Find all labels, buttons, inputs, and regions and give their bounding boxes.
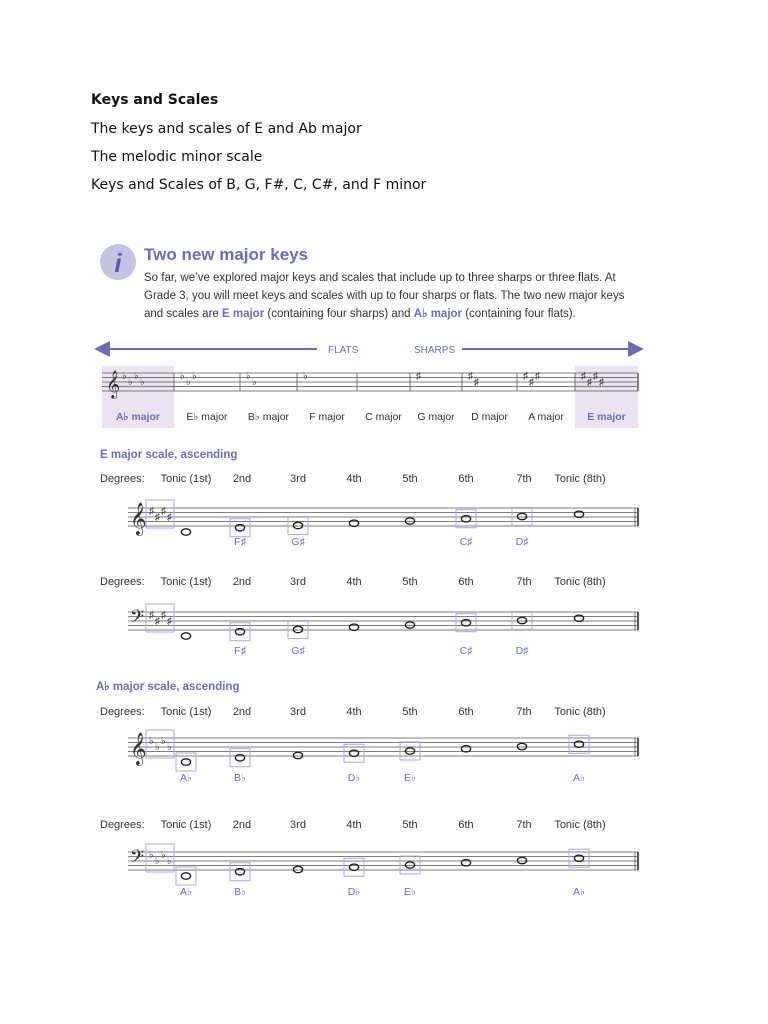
degree-label: Tonic (8th) — [554, 576, 606, 588]
degree-label: 6th — [458, 706, 474, 718]
flat-icon: ♭ — [246, 371, 251, 382]
degree-label: Tonic (8th) — [554, 706, 606, 718]
whole-note — [517, 617, 526, 623]
note-name: B♭ — [234, 772, 246, 784]
degree-label: Tonic (8th) — [554, 819, 606, 831]
degrees-label: Degrees: — [100, 819, 145, 831]
bass-clef-icon: 𝄢 — [130, 846, 145, 871]
treble-clef-icon: 𝄞 — [106, 371, 121, 398]
degree-label: 3rd — [290, 576, 306, 588]
degree-label: 3rd — [290, 706, 306, 718]
flat-icon: ♭ — [252, 377, 257, 388]
flat-icon: ♭ — [167, 742, 172, 753]
whole-note — [293, 866, 302, 872]
whole-note — [461, 746, 470, 752]
degrees-label: Degrees: — [100, 576, 145, 588]
key-label: D major — [471, 411, 508, 423]
degree-label: 2nd — [232, 473, 252, 485]
whole-note — [181, 759, 190, 765]
degree-label: 4th — [346, 706, 362, 718]
whole-note — [181, 529, 190, 535]
flat-icon: ♭ — [155, 742, 160, 753]
degree-label: 4th — [346, 819, 362, 831]
sharp-icon: ♯ — [167, 512, 172, 523]
note-name: C♯ — [459, 645, 473, 657]
doc-title: Keys and Scales — [91, 92, 219, 108]
sharp-icon: ♯ — [587, 377, 592, 388]
stave-2 — [100, 576, 638, 657]
degree-label: 6th — [458, 819, 474, 831]
key-label: G major — [417, 411, 455, 423]
doc-line-2: The melodic minor scale — [91, 149, 263, 165]
degree-label: 5th — [402, 473, 418, 485]
sharp-icon: ♯ — [581, 371, 586, 382]
whole-note — [517, 857, 526, 863]
degree-label: 5th — [402, 576, 418, 588]
whole-note — [181, 873, 190, 879]
sharp-icon: ♯ — [523, 371, 528, 382]
key-label: E♭ major — [186, 411, 228, 423]
sharp-icon: ♯ — [167, 616, 172, 627]
degree-label: 2nd — [232, 706, 252, 718]
whole-note — [293, 752, 302, 758]
degree-label: 3rd — [290, 819, 306, 831]
degree-label: Tonic (1st) — [160, 473, 212, 485]
infobox-line-2: Grade 3, you will meet keys and scales with up to four sharps or flats. The two new major keys — [144, 290, 625, 302]
whole-note — [349, 750, 358, 756]
key-label: B♭ major — [247, 411, 290, 423]
treble-clef-icon: 𝄞 — [130, 503, 147, 534]
degrees-label: Degrees: — [100, 473, 145, 485]
flat-icon: ♭ — [149, 850, 154, 861]
degree-label: 7th — [516, 819, 532, 831]
whole-note — [293, 626, 302, 632]
degree-label: Tonic (1st) — [160, 819, 212, 831]
whole-note — [574, 855, 583, 861]
note-name: E♭ — [404, 886, 416, 898]
degree-label: Tonic (1st) — [160, 576, 212, 588]
whole-note — [235, 525, 244, 531]
note-name: G♯ — [291, 645, 305, 657]
key-label: F major — [309, 411, 345, 423]
flat-icon: ♭ — [122, 371, 127, 382]
bass-clef-icon: 𝄢 — [130, 606, 145, 631]
note-name: A♭ — [180, 772, 192, 784]
sharp-icon: ♯ — [149, 506, 154, 517]
sharp-icon: ♯ — [161, 610, 166, 621]
doc-line-3: Keys and Scales of B, G, F#, C, C#, and F minor — [91, 177, 427, 193]
flat-icon: ♭ — [155, 856, 160, 867]
degree-label: 7th — [516, 706, 532, 718]
degree-label: Tonic (1st) — [160, 706, 212, 718]
key-label: C major — [365, 411, 402, 423]
whole-note — [574, 615, 583, 621]
note-name: B♭ — [234, 886, 246, 898]
sharp-icon: ♯ — [593, 371, 598, 382]
flat-icon: ♭ — [186, 377, 191, 388]
key-label: A major — [528, 411, 564, 423]
sharp-icon: ♯ — [416, 371, 421, 382]
note-name: F♯ — [234, 645, 246, 657]
sharp-icon: ♯ — [155, 616, 160, 627]
key-label: A♭ major — [115, 411, 161, 423]
flat-icon: ♭ — [140, 377, 145, 388]
sharp-icon: ♯ — [529, 377, 534, 388]
e-major-section-title: E major scale, ascending — [100, 449, 238, 461]
whole-note — [349, 520, 358, 526]
flat-icon: ♭ — [128, 377, 133, 388]
whole-note — [349, 624, 358, 630]
key-signature-strip — [102, 366, 638, 428]
info-icon — [100, 244, 136, 280]
infobox-line-1: So far, we’ve explored major keys and scales that include up to three sharps or three flats. At — [144, 272, 616, 284]
ab-major-section-title: A♭ major scale, ascending — [96, 681, 240, 693]
degree-label: 4th — [346, 576, 362, 588]
flat-icon: ♭ — [303, 371, 308, 382]
note-name: D♯ — [515, 645, 529, 657]
whole-note — [461, 516, 470, 522]
whole-note — [574, 511, 583, 517]
whole-note — [405, 862, 414, 868]
flat-icon: ♭ — [149, 736, 154, 747]
whole-note — [517, 743, 526, 749]
degree-label: Tonic (8th) — [554, 473, 606, 485]
stave-4 — [100, 819, 638, 898]
note-name: A♭ — [180, 886, 192, 898]
sharp-icon: ♯ — [468, 371, 473, 382]
degree-label: 6th — [458, 473, 474, 485]
degrees-label: Degrees: — [100, 706, 145, 718]
note-name: D♭ — [347, 772, 361, 784]
flat-icon: ♭ — [161, 850, 166, 861]
flat-icon: ♭ — [134, 371, 139, 382]
whole-note — [235, 629, 244, 635]
whole-note — [405, 622, 414, 628]
note-name: E♭ — [404, 772, 416, 784]
treble-clef-icon: 𝄞 — [130, 733, 147, 764]
whole-note — [235, 755, 244, 761]
sharp-icon: ♯ — [161, 506, 166, 517]
figure-canvas — [92, 230, 674, 910]
whole-note — [181, 633, 190, 639]
stave-1 — [100, 473, 638, 548]
note-name: F♯ — [234, 536, 246, 548]
infobox-line-3: and scales are E major (containing four sharps) and A♭ major (containing four flats). — [144, 308, 576, 320]
whole-note — [517, 513, 526, 519]
degree-label: 5th — [402, 706, 418, 718]
degree-label: 6th — [458, 576, 474, 588]
note-name: D♭ — [347, 886, 361, 898]
degree-label: 3rd — [290, 473, 306, 485]
note-name: C♯ — [459, 536, 473, 548]
doc-line-1: The keys and scales of E and Ab major — [91, 121, 362, 137]
whole-note — [461, 860, 470, 866]
flat-icon: ♭ — [167, 856, 172, 867]
key-label: E major — [587, 411, 626, 423]
whole-note — [461, 620, 470, 626]
note-name: A♭ — [573, 772, 585, 784]
degree-label: 2nd — [232, 819, 252, 831]
degree-label: 5th — [402, 819, 418, 831]
degree-label: 7th — [516, 576, 532, 588]
note-name: G♯ — [291, 536, 305, 548]
sharp-icon: ♯ — [535, 371, 540, 382]
note-name: A♭ — [573, 886, 585, 898]
sharp-icon: ♯ — [474, 377, 479, 388]
whole-note — [405, 518, 414, 524]
sharp-icon: ♯ — [155, 512, 160, 523]
flats-label: FLATS — [328, 345, 359, 356]
sharp-icon: ♯ — [149, 610, 154, 621]
stave-3 — [100, 706, 638, 784]
degree-label: 4th — [346, 473, 362, 485]
flat-icon: ♭ — [180, 371, 185, 382]
whole-note — [235, 869, 244, 875]
whole-note — [405, 748, 414, 754]
degree-label: 7th — [516, 473, 532, 485]
note-name: D♯ — [515, 536, 529, 548]
sharp-icon: ♯ — [599, 377, 604, 388]
music-theory-figure — [92, 230, 674, 914]
whole-note — [574, 741, 583, 747]
whole-note — [349, 864, 358, 870]
infobox-title: Two new major keys — [144, 245, 309, 264]
info-icon-letter: i — [114, 248, 122, 278]
flat-icon: ♭ — [192, 371, 197, 382]
flat-icon: ♭ — [161, 736, 166, 747]
whole-note — [293, 522, 302, 528]
sharps-label: SHARPS — [414, 345, 456, 356]
degree-label: 2nd — [232, 576, 252, 588]
